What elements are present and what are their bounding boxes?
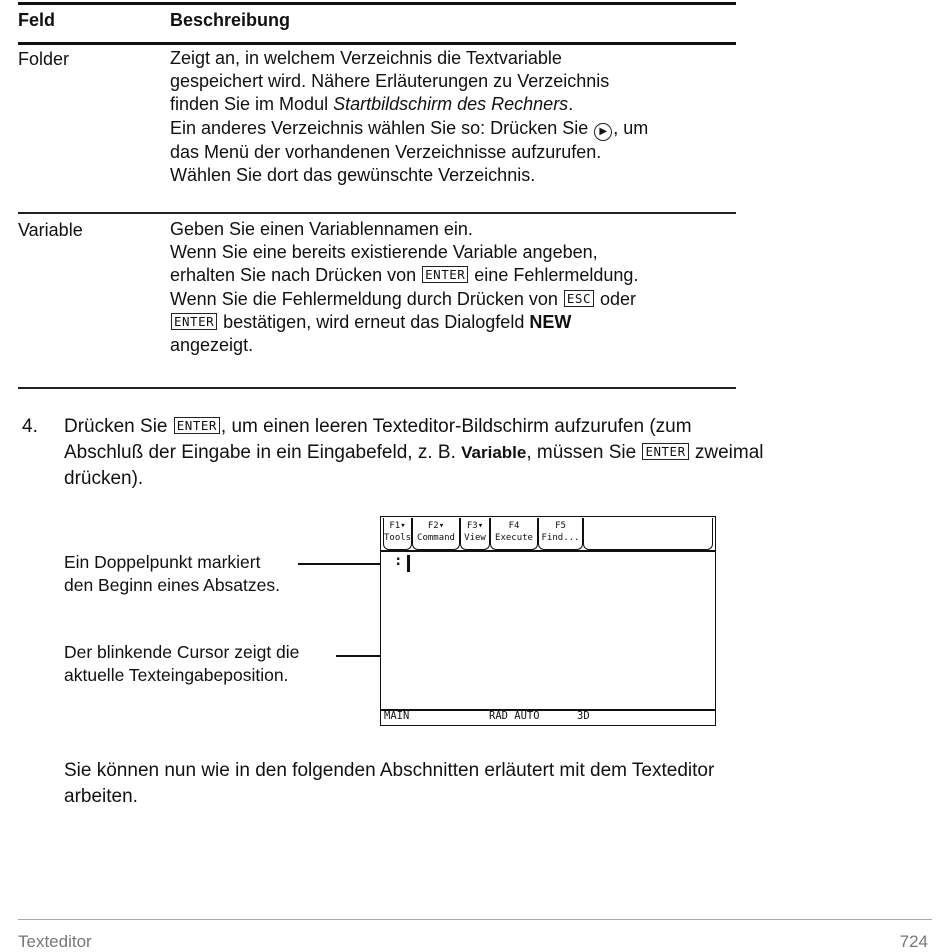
enter-key-icon: ENTER — [422, 266, 468, 283]
tab-key: F2▾ — [427, 521, 445, 531]
step-text-part: , um einen leeren Texteditor-Bildschirm aufzurufen (zum — [220, 416, 692, 437]
callout-line: Der blinkende Cursor zeigt die — [64, 642, 300, 662]
enter-key-icon: ENTER — [174, 417, 220, 434]
desc-text: oder — [594, 288, 636, 309]
status-folder: MAIN — [384, 710, 410, 722]
enter-key-icon: ENTER — [642, 443, 688, 460]
desc-text: erhalten Sie nach Drücken von — [170, 265, 422, 286]
step-line — [64, 414, 944, 440]
row-variable-name: Variable — [18, 220, 83, 240]
tab-f5-find[interactable] — [538, 518, 583, 550]
desc-text: finden Sie im Modul — [170, 94, 334, 115]
footer-rule — [18, 919, 932, 920]
step-text-part: Abschluß der Eingabe in ein Eingabefeld, z. B. — [64, 442, 462, 463]
header-field: Feld — [18, 10, 56, 30]
desc-line: angezeigt. — [170, 335, 254, 356]
enter-key-icon: ENTER — [171, 313, 217, 330]
esc-key-icon: ESC — [564, 290, 594, 307]
step-text — [64, 414, 944, 492]
tab-f2-command[interactable] — [412, 518, 460, 550]
desc-text: . — [568, 94, 574, 115]
desc-text: Wenn Sie die Fehlermeldung durch Drücken von — [170, 288, 563, 309]
dialog-name: NEW — [529, 311, 572, 332]
callout-colon-leader — [298, 563, 384, 565]
status-divider — [381, 709, 715, 711]
step-line — [64, 440, 944, 466]
tab-empty — [583, 518, 713, 550]
calculator-screen — [380, 516, 716, 726]
row-divider — [18, 212, 736, 214]
status-graph: 3D — [577, 710, 590, 722]
row-folder-name: Folder — [18, 49, 70, 69]
table-top-rule — [18, 2, 736, 5]
step-line: drücken). — [64, 468, 144, 489]
tab-f4-execute[interactable] — [490, 518, 538, 550]
desc-text: Ein anderes Verzeichnis wählen Sie so: Drücken Sie — [170, 117, 594, 138]
footer-title: Texteditor — [18, 932, 92, 951]
header-rule — [18, 42, 736, 45]
tab-key: F3▾ — [466, 521, 484, 531]
step-text-part: Drücken Sie — [64, 416, 173, 437]
paragraph-colon: : — [394, 553, 403, 569]
tab-key: F5 — [555, 521, 566, 531]
tab-label: Tools — [384, 533, 412, 543]
desc-line — [170, 117, 736, 141]
desc-line: gespeichert wird. Nähere Erläuterungen zu Verzeichnis — [170, 71, 610, 92]
tab-label: View — [464, 533, 486, 543]
closing-paragraph — [64, 758, 924, 810]
desc-line: das Menü der vorhandenen Verzeichnisse aufzurufen. — [170, 141, 602, 162]
desc-text: eine Fehlermeldung. — [469, 265, 639, 286]
right-arrow-key-icon: ▶ — [594, 123, 612, 141]
desc-line: Wenn Sie eine bereits existierende Variable angeben, — [170, 242, 598, 263]
desc-text: , um — [613, 117, 649, 138]
step-number: 4. — [22, 416, 38, 437]
callout-line: Ein Doppelpunkt markiert — [64, 552, 261, 572]
desc-text: bestätigen, wird erneut das Dialogfeld — [218, 311, 530, 332]
desc-line: Wählen Sie dort das gewünschte Verzeichnis. — [170, 164, 536, 185]
desc-line — [170, 264, 736, 287]
tab-f1-tools[interactable] — [383, 518, 412, 550]
callout-line: den Beginn eines Absatzes. — [64, 575, 280, 595]
tab-key: F1▾ — [389, 521, 406, 531]
tab-underline — [381, 550, 715, 552]
page-number: 724 — [899, 932, 928, 951]
table-bottom-rule — [18, 387, 736, 389]
desc-line: Zeigt an, in welchem Verzeichnis die Textvariable — [170, 48, 562, 68]
callout-line: aktuelle Texteingabeposition. — [64, 665, 289, 685]
text-cursor — [407, 555, 410, 572]
closing-line: arbeiten. — [64, 786, 138, 807]
module-reference: Startbildschirm des Rechners — [333, 94, 569, 115]
row-variable-description — [170, 218, 736, 357]
callout-cursor — [64, 641, 299, 687]
tab-key: F4 — [508, 521, 520, 531]
desc-line — [170, 288, 736, 311]
desc-line — [170, 93, 736, 116]
desc-line: Geben Sie einen Variablennamen ein. — [170, 219, 473, 239]
field-reference: Variable — [461, 443, 527, 462]
callout-colon — [64, 551, 280, 597]
tab-label: Find... — [541, 533, 580, 543]
tab-label: Execute — [495, 533, 533, 543]
closing-line: Sie können nun wie in den folgenden Abschnitten erläutert mit dem Texteditor — [64, 760, 715, 781]
function-key-bar — [381, 517, 715, 552]
row-folder-description — [170, 47, 736, 187]
step-text-part: , müssen Sie — [526, 442, 642, 463]
status-mode: RAD AUTO — [489, 710, 540, 722]
step-text-part: zweimal — [689, 442, 764, 463]
tab-f3-view[interactable] — [460, 518, 490, 550]
header-description: Beschreibung — [170, 10, 291, 30]
desc-line — [170, 311, 736, 334]
tab-label: Command — [417, 533, 455, 543]
